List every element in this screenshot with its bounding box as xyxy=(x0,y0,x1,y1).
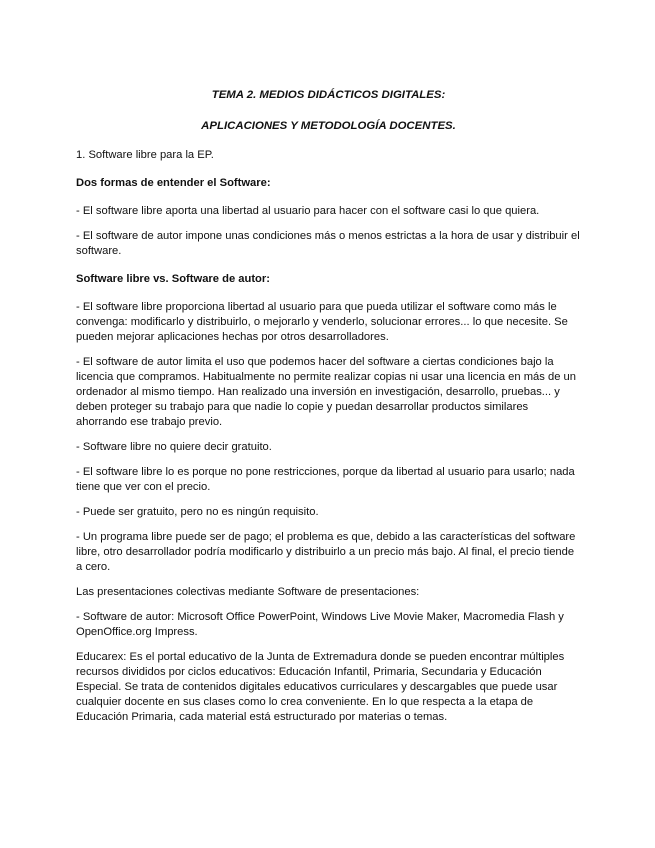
paragraph: - Software libre no quiere decir gratuito. xyxy=(76,441,272,453)
paragraph: - El software libre proporciona libertad al usuario para que pueda utilizar el software como más le convenga: modificarlo y distribuirlo, o mejorarlo y venderlo, solucionar errores... lo que necesite. Se pueden mejorar aplicaciones hechas por otros desarrolladores. xyxy=(76,301,568,343)
paragraph: - El software de autor impone unas condiciones más o menos estrictas a la hora de usar y distribuir el software. xyxy=(76,230,580,257)
subheading-libre-vs-autor: Software libre vs. Software de autor: xyxy=(76,273,270,285)
subheading-two-ways: Dos formas de entender el Software: xyxy=(76,177,271,189)
paragraph: - Un programa libre puede ser de pago; el problema es que, debido a las características del software libre, otro desarrollador podría modificarlo y distribuirlo a un precio más bajo. Al final, el precio tiende a cero. xyxy=(76,531,576,573)
paragraph: - El software libre lo es porque no pone restricciones, porque da libertad al usuario para usarlo; nada tiene que ver con el precio. xyxy=(76,466,575,493)
document-title-line1: TEMA 2. MEDIOS DIDÁCTICOS DIGITALES: xyxy=(211,89,446,101)
paragraph: Educarex: Es el portal educativo de la Junta de Extremadura donde se pueden encontrar múltiples recursos divididos por ciclos educativos: Educación Infantil, Primaria, Secundaria y Educación Especial. Se trata de contenidos digitales educativos curriculares y descargables que puede usar cualquier docente en sus clases como lo crea conveniente. En lo que respecta a la etapa de Educación Primaria, cada material está estructurado por materias o temas. xyxy=(76,651,565,723)
paragraph: Las presentaciones colectivas mediante Software de presentaciones: xyxy=(76,586,420,598)
paragraph: - Puede ser gratuito, pero no es ningún requisito. xyxy=(76,506,319,518)
paragraph: - Software de autor: Microsoft Office PowerPoint, Windows Live Movie Maker, Macromedia Flash y OpenOffice.org Impress. xyxy=(76,611,564,638)
paragraph: - El software de autor limita el uso que podemos hacer del software a ciertas condiciones bajo la licencia que compramos. Habitualmente no permite realizar copias ni usar una licencia en más de un ordenador al mismo tiempo. Han realizado una inversión en investigación, desarrollo, pruebas... y deben proteger su trabajo para que nadie lo copie y puedan desarrollar productos similares ahorrando ese trabajo previo. xyxy=(76,356,576,428)
section-heading: 1. Software libre para la EP. xyxy=(76,149,214,161)
paragraph: - El software libre aporta una libertad al usuario para hacer con el software casi lo que quiera. xyxy=(76,205,540,217)
document-title-line2: APLICACIONES Y METODOLOGÍA DOCENTES. xyxy=(201,120,456,132)
document-page xyxy=(76,88,581,725)
